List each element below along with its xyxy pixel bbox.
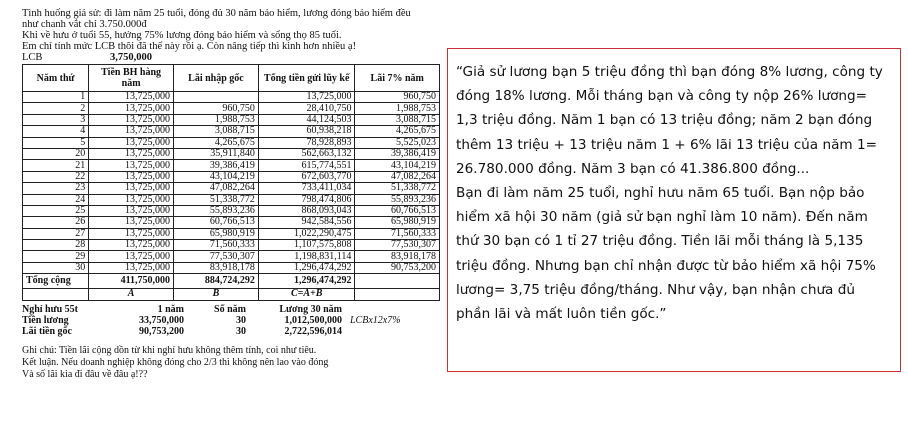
table-row — [23, 137, 440, 148]
cell-cumulative: 798,474,806 — [258, 194, 355, 205]
cell-year: 26 — [23, 217, 89, 228]
total-cell-interest-7 — [355, 274, 440, 289]
intro-line: Tình huống giả sử: đi làm năm 25 tuổi, đóng đủ 30 năm bảo hiểm, lương đóng bảo hiểm đều — [22, 8, 411, 19]
retirement-summary — [22, 304, 440, 337]
quote-paragraph-1: “Giả sử lương bạn 5 triệu đồng thì bạn đóng 8% lương, công ty đóng 18% lương. Mỗi tháng bạn và công ty nộp 26% lương= 1,3 triệu đồng. Năm 1 bạn có 13 triệu đồng; năm 2 bạn đóng thêm 13 triệu + 13 triệu năm 1 + 6% lãi 13 triệu của năm 1= 26.780.000 đồng. Năm 3 bạn có 41.386.800 đồng... — [456, 64, 883, 177]
summary-cell: 1 năm — [157, 303, 184, 315]
letters-cell-interest-principal: B — [174, 289, 259, 300]
cell-interest-7: 55,893,236 — [355, 194, 440, 205]
total-cell-cumulative: 1,296,474,292 — [258, 274, 355, 289]
table-row — [23, 160, 440, 171]
letters-row — [23, 289, 440, 300]
letters-cell-cumulative: C=A+B — [258, 289, 355, 300]
cell-interest-principal: 51,338,772 — [174, 194, 259, 205]
cell-interest-7: 90,753,200 — [355, 262, 440, 273]
cell-year: 20 — [23, 148, 89, 159]
cell-cumulative: 28,410,750 — [258, 103, 355, 114]
cell-cumulative: 1,296,474,292 — [258, 262, 355, 273]
cell-cumulative: 942,584,556 — [258, 217, 355, 228]
cell-interest-principal: 1,988,753 — [174, 114, 259, 125]
cell-insurance: 13,725,000 — [89, 92, 174, 103]
summary-row — [22, 315, 440, 326]
cell-interest-principal: 35,911,840 — [174, 148, 259, 159]
cell-interest-7: 77,530,307 — [355, 240, 440, 251]
cell-cumulative: 1,022,290,475 — [258, 228, 355, 239]
calculation-document — [22, 8, 440, 381]
letters-cell-interest-7 — [355, 289, 440, 300]
summary-row — [22, 304, 440, 315]
cell-interest-principal: 4,265,675 — [174, 137, 259, 148]
cell-year: 28 — [23, 240, 89, 251]
cell-insurance: 13,725,000 — [89, 114, 174, 125]
summary-cell — [342, 326, 430, 337]
col-header-year: Năm thứ — [23, 65, 89, 92]
cell-insurance: 13,725,000 — [89, 148, 174, 159]
cell-interest-principal: 71,560,333 — [174, 240, 259, 251]
summary-cell: 90,753,200 — [139, 325, 184, 337]
cell-interest-7: 4,265,675 — [355, 126, 440, 137]
cell-insurance: 13,725,000 — [89, 251, 174, 262]
cell-insurance: 13,725,000 — [89, 126, 174, 137]
cell-insurance: 13,725,000 — [89, 183, 174, 194]
intro-line: Khi về hưu ở tuổi 55, hưởng 75% lương đóng bảo hiểm và sống thọ 85 tuổi. — [22, 30, 342, 41]
lcb-row — [22, 52, 440, 63]
table-row — [23, 126, 440, 137]
cell-interest-principal: 39,386,419 — [174, 160, 259, 171]
table-row — [23, 205, 440, 216]
cell-year: 5 — [23, 137, 89, 148]
cell-interest-principal: 83,918,178 — [174, 262, 259, 273]
col-header-interest-7: Lãi 7% năm — [355, 65, 440, 92]
table-row — [23, 194, 440, 205]
table-row — [23, 240, 440, 251]
cell-interest-7: 51,338,772 — [355, 183, 440, 194]
summary-cell: 33,750,000 — [139, 314, 184, 326]
cell-cumulative: 78,928,893 — [258, 137, 355, 148]
letters-cell-year — [23, 289, 89, 300]
table-row — [23, 148, 440, 159]
note-line: Ghi chú: Tiền lãi cộng dồn từ khi nghỉ hưu không thêm tính, coi như tiêu. — [22, 344, 317, 356]
summary-row — [22, 326, 440, 337]
summary-cell: Nghỉ hưu 55t — [22, 303, 79, 315]
total-cell-insurance: 411,750,000 — [89, 274, 174, 289]
intro-text — [22, 8, 440, 63]
cell-insurance: 13,725,000 — [89, 171, 174, 182]
cell-interest-principal: 47,082,264 — [174, 183, 259, 194]
cell-insurance: 13,725,000 — [89, 160, 174, 171]
total-row — [23, 274, 440, 289]
cell-interest-7: 1,988,753 — [355, 103, 440, 114]
savings-table — [22, 64, 440, 301]
summary-cell: Tiền lương — [22, 314, 69, 326]
cell-cumulative: 1,198,831,114 — [258, 251, 355, 262]
cell-cumulative: 672,603,770 — [258, 171, 355, 182]
cell-year: 25 — [23, 205, 89, 216]
table-row — [23, 103, 440, 114]
lcb-value: 3,750,000 — [110, 52, 152, 63]
cell-year: 24 — [23, 194, 89, 205]
quote-box — [447, 48, 901, 372]
cell-year: 1 — [23, 92, 89, 103]
cell-cumulative: 1,107,575,808 — [258, 240, 355, 251]
table-row — [23, 171, 440, 182]
cell-year: 29 — [23, 251, 89, 262]
cell-interest-7: 71,560,333 — [355, 228, 440, 239]
summary-cell: 2,722,596,014 — [284, 325, 342, 337]
cell-interest-principal — [174, 92, 259, 103]
quote-paragraph-2: Bạn đi làm năm 25 tuổi, nghỉ hưu năm 65 tuổi. Bạn nộp bảo hiểm xã hội 30 năm (giả sử bạn nghỉ làm 10 năm). Đến năm thứ 30 bạn có 1 tỉ 27 triệu đồng. Tiền lãi mỗi tháng là 5,135 triệu đồng. Nhưng bạn chỉ nhận được từ bảo hiểm xã hội 75% lương= 3,75 triệu đồng/tháng. Như vậy, bạn nhận chưa đủ phần lãi và mất luôn tiền gốc.” — [456, 185, 876, 323]
cell-insurance: 13,725,000 — [89, 217, 174, 228]
cell-cumulative: 733,411,034 — [258, 183, 355, 194]
intro-line: Em chỉ tính mức LCB thôi đã thế này rồi ạ. Còn nâng tiếp thì kinh hơn nhiều ạ! — [22, 41, 357, 52]
cell-year: 2 — [23, 103, 89, 114]
table-row — [23, 262, 440, 273]
cell-year: 3 — [23, 114, 89, 125]
cell-insurance: 13,725,000 — [89, 137, 174, 148]
col-header-interest-principal: Lãi nhập gốc — [174, 65, 259, 92]
cell-year: 21 — [23, 160, 89, 171]
note-line: Kết luận. Nếu doanh nghiệp không đóng cho 2/3 thì không nên lao vào đóng — [22, 356, 329, 368]
total-cell-interest-principal: 884,724,292 — [174, 274, 259, 289]
cell-insurance: 13,725,000 — [89, 205, 174, 216]
cell-year: 4 — [23, 126, 89, 137]
cell-insurance: 13,725,000 — [89, 194, 174, 205]
summary-cell: 30 — [236, 325, 246, 337]
cell-insurance: 13,725,000 — [89, 103, 174, 114]
summary-cell: LCBx12x7% — [350, 314, 401, 326]
cell-interest-7: 65,980,919 — [355, 217, 440, 228]
note-line: Và số lãi kia đi đâu về đâu ạ!?? — [22, 368, 148, 380]
table-row — [23, 217, 440, 228]
intro-line: như chanh vắt chỉ 3.750.000đ — [22, 19, 147, 30]
letters-cell-insurance: A — [89, 289, 174, 300]
cell-year: 23 — [23, 183, 89, 194]
cell-interest-principal: 43,104,219 — [174, 171, 259, 182]
cell-cumulative: 868,093,043 — [258, 205, 355, 216]
cell-interest-7: 960,750 — [355, 92, 440, 103]
summary-cell: 1,012,500,000 — [284, 314, 342, 326]
col-header-insurance: Tiền BH hàng năm — [89, 65, 174, 92]
summary-cell: Số năm — [214, 303, 246, 315]
cell-interest-principal: 60,766,513 — [174, 217, 259, 228]
table-row — [23, 251, 440, 262]
cell-cumulative: 562,663,132 — [258, 148, 355, 159]
cell-interest-principal: 55,893,236 — [174, 205, 259, 216]
table-header-row — [23, 65, 440, 92]
cell-interest-7: 60,766,513 — [355, 205, 440, 216]
cell-interest-principal: 960,750 — [174, 103, 259, 114]
cell-year: 30 — [23, 262, 89, 273]
cell-cumulative: 13,725,000 — [258, 92, 355, 103]
cell-interest-principal: 3,088,715 — [174, 126, 259, 137]
summary-cell: 30 — [236, 314, 246, 326]
lcb-label: LCB — [22, 52, 43, 63]
cell-interest-7: 39,386,419 — [355, 148, 440, 159]
cell-insurance: 13,725,000 — [89, 262, 174, 273]
cell-interest-7: 43,104,219 — [355, 160, 440, 171]
table-row — [23, 228, 440, 239]
cell-interest-principal: 65,980,919 — [174, 228, 259, 239]
cell-cumulative: 44,124,503 — [258, 114, 355, 125]
notes — [22, 345, 440, 381]
total-cell-year: Tổng cộng — [23, 274, 89, 289]
cell-interest-7: 47,082,264 — [355, 171, 440, 182]
table-row — [23, 114, 440, 125]
cell-interest-principal: 77,530,307 — [174, 251, 259, 262]
col-header-cumulative: Tổng tiền gửi lũy kế — [258, 65, 355, 92]
summary-cell: Lãi tiền gốc — [22, 325, 72, 337]
table-row — [23, 183, 440, 194]
cell-insurance: 13,725,000 — [89, 228, 174, 239]
cell-cumulative: 615,774,551 — [258, 160, 355, 171]
summary-cell — [342, 304, 430, 315]
cell-interest-7: 3,088,715 — [355, 114, 440, 125]
cell-year: 27 — [23, 228, 89, 239]
table-row — [23, 92, 440, 103]
cell-year: 22 — [23, 171, 89, 182]
summary-cell: Lương 30 năm — [279, 303, 342, 315]
cell-interest-7: 5,525,023 — [355, 137, 440, 148]
cell-interest-7: 83,918,178 — [355, 251, 440, 262]
cell-insurance: 13,725,000 — [89, 240, 174, 251]
cell-cumulative: 60,938,218 — [258, 126, 355, 137]
